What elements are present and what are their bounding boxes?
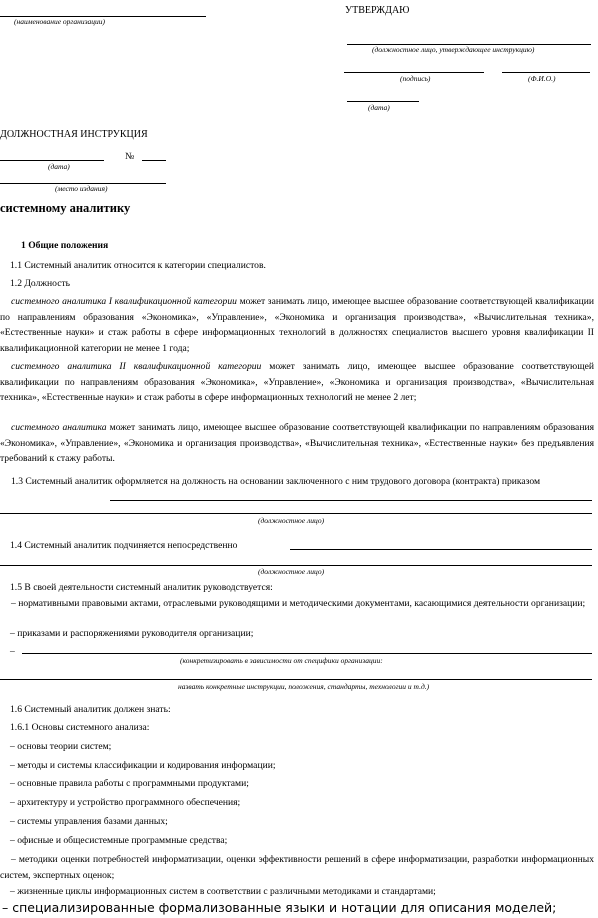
p1-6-item-2: – методы и системы классификации и кодирования информации; (10, 760, 276, 771)
category-3-lead: системного аналитика (11, 422, 107, 433)
approver-position-caption: (должностное лицо, утверждающее инструкцию) (372, 45, 535, 54)
p1-5-specific-line-2 (0, 679, 592, 680)
approval-date-caption: (дата) (368, 103, 390, 112)
p1-6-item-6: – офисные и общесистемные программные средства; (10, 835, 228, 846)
p1-6-item-3: – основные правила работы с программными продуктами; (10, 778, 249, 789)
p1-5-specific-line (22, 653, 592, 654)
p1-3-official-line (0, 513, 592, 514)
category-3-text: может занимать лицо, имеющее высшее образование соответствующей квалификации по направлениям образования «Экономика», «Управление», «Экономика и организация производства», «Вычислительная техника», «Естественные науки» без предъявления требований к стажу работы. (0, 422, 594, 464)
approver-signature-caption: (подпись) (400, 74, 431, 83)
p1-5-caption-2: назвать конкретные инструкции, положения, стандарты, технологии и т.д.) (178, 682, 430, 691)
approver-signature-line (344, 72, 484, 73)
category-3-paragraph (0, 420, 594, 467)
org-name-caption: (наименование организации) (14, 17, 106, 26)
category-1-paragraph (0, 294, 594, 356)
p1-5-caption-1: (конкретизировать в зависимости от специфики организации: (180, 656, 383, 665)
approval-date-line (347, 101, 419, 102)
section-heading: 1 Общие положения (21, 240, 109, 251)
document-subject: системному аналитику (0, 201, 131, 215)
paragraph-1-4: 1.4 Системный аналитик подчиняется непосредственно (10, 540, 238, 551)
paragraph-1-1: 1.1 Системный аналитик относится к категории специалистов. (10, 260, 266, 271)
doc-date-line (0, 160, 104, 161)
p1-6-item-4: – архитектуру и устройство программного обеспечения; (10, 797, 241, 808)
paragraph-1-6: 1.6 Системный аналитик должен знать: (10, 704, 171, 715)
p1-4-caption: (должностное лицо) (258, 567, 325, 576)
paragraph-1-6-1: 1.6.1 Основы системного анализа: (10, 722, 150, 733)
paragraph-1-2: 1.2 Должность (10, 278, 71, 289)
approver-fio-line (502, 72, 590, 73)
p1-5-bullet-3: – (10, 646, 15, 657)
doc-number-sign: № (125, 151, 135, 162)
category-2-paragraph (0, 359, 594, 406)
p1-4-line-2 (0, 565, 592, 566)
paragraph-1-5: 1.5 В своей деятельности системный аналитик руководствуется: (10, 582, 273, 593)
p1-5-bullet-1: – нормативными правовыми актами, отраслевыми руководящими и методическими документами, касающимися деятельности организации; (11, 598, 586, 609)
doc-number-line (142, 160, 166, 161)
doc-date-caption: (дата) (48, 162, 70, 171)
p1-6-bullet-9: – специализированные формализованные языки и нотации для описания моделей; (2, 900, 557, 915)
p1-6-bullet-8: – жизненные циклы информационных систем в соответствии с различными методиками и стандартами; (10, 886, 436, 897)
p1-3-caption: (должностное лицо) (258, 516, 325, 525)
category-2-lead: системного аналитика II квалификационной категории (11, 361, 262, 372)
p1-4-line-1 (290, 549, 592, 550)
p1-6-item-5: – системы управления базами данных; (10, 816, 168, 827)
p1-3-order-line (110, 500, 592, 501)
category-1-lead: системного аналитика I квалификационной категории (11, 296, 237, 307)
category-2-text: может занимать лицо, имеющее высшее образование соответствующей квалификации по направлениям образования «Экономика», «Управление», «Экономика и организация производства», «Вычислительная техника», «Естественные науки» и стаж работы в сфере информационных технологий не менее 2 лет; (0, 361, 595, 403)
approve-label: УТВЕРЖДАЮ (345, 5, 410, 16)
p1-6-item-1: – основы теории систем; (10, 741, 112, 752)
paragraph-1-3: 1.3 Системный аналитик оформляется на должность на основании заключенного с ним трудового договора (контракта) приказом (11, 476, 541, 487)
doc-place-caption: (место издания) (55, 184, 108, 193)
category-1-text: может занимать лицо, имеющее высшее образование соответствующей квалификации по направлениям образования «Экономика», «Управление», «Экономика и организация производства», «Вычислительная техника», «Естественные науки» и стаж работы в сфере информационных технологий в должностях специалистов высшего уровня квалификации II квалификационной категории не менее 1 года; (0, 296, 594, 354)
p1-6-bullet-7: – методики оценки потребностей информатизации, оценки эффективности решений в сфере информатизации, разработки информационных систем, экспертных оценок; (0, 854, 594, 881)
p1-5-bullet-2: – приказами и распоряжениями руководителя организации; (10, 628, 254, 639)
document-title: ДОЛЖНОСТНАЯ ИНСТРУКЦИЯ (0, 129, 148, 140)
approver-fio-caption: (Ф.И.О.) (528, 74, 556, 83)
